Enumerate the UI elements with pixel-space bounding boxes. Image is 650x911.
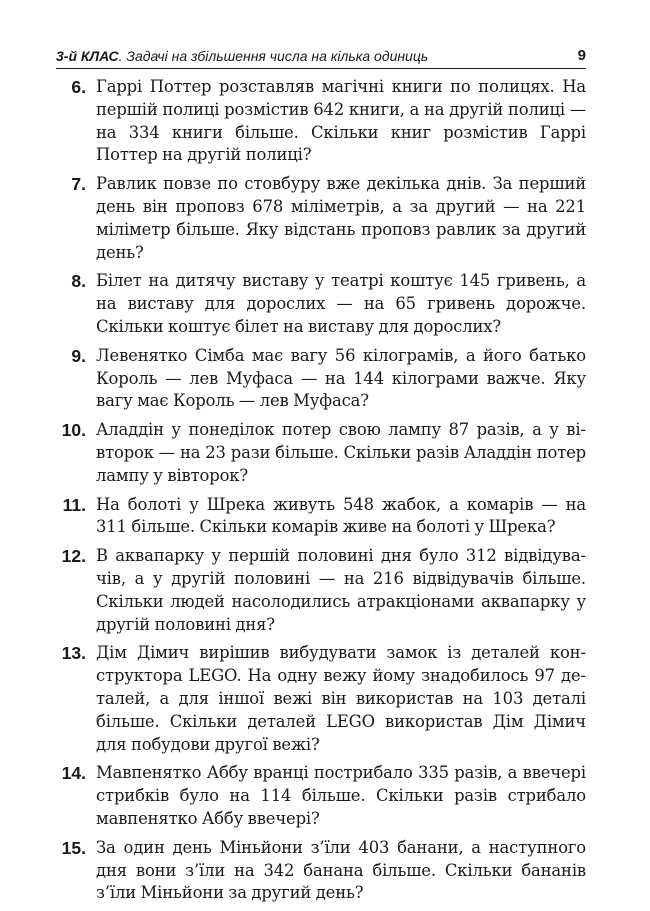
problem-number: 6. bbox=[71, 77, 86, 97]
problem-text: Левенятко Сімба має вагу 56 кілограмів, а його батько Король — лев Муфаса — на 144 кілограми важче. Яку вагу має Король — лев Муфаса? bbox=[96, 345, 586, 411]
header-title bbox=[56, 48, 428, 64]
problem-number: 15. bbox=[61, 837, 86, 858]
problem-item bbox=[56, 545, 586, 636]
problem-text: Гаррі Поттер розставляв магічні книги по полицях. На першій полиці розмістив 642 книги, а на другій полиці — на 334 книги більше. Скільки книг розмістив Гаррі Поттер на другій полиці? bbox=[96, 77, 586, 165]
problem-number: 14. bbox=[61, 763, 86, 784]
problem-item bbox=[56, 762, 586, 830]
problem-item bbox=[56, 837, 586, 905]
problem-number: 13. bbox=[61, 643, 86, 664]
problem-item bbox=[56, 419, 586, 487]
problem-number: 9. bbox=[71, 345, 86, 366]
problem-list bbox=[56, 76, 586, 911]
problem-item bbox=[56, 270, 586, 338]
problem-item bbox=[56, 173, 586, 264]
problem-item bbox=[56, 345, 586, 413]
problem-item bbox=[56, 642, 586, 756]
running-header bbox=[56, 36, 586, 69]
problem-number: 7. bbox=[71, 174, 86, 195]
header-grade: 3-й КЛАС bbox=[56, 48, 119, 64]
problem-number: 12. bbox=[61, 546, 86, 567]
problem-number: 11. bbox=[62, 494, 86, 515]
problem-item bbox=[56, 76, 586, 167]
problem-number: 10. bbox=[61, 420, 86, 441]
problem-text: Равлик повзе по стовбуру вже декілька днів. За перший день він проповз 678 міліметрів, а за другий — на 221 міліметр більше. Яку відстань проповз равлик за другий день? bbox=[96, 174, 586, 262]
problem-text: В аквапарку у першій половині дня було 312 відвідувачів, а у другій половині — на 216 відвідувачів більше. Скільки людей насолодились атракціонами аквапарку у другій половині дня? bbox=[96, 546, 586, 634]
problem-text: Мавпенятко Аббу вранці пострибало 335 разів, а ввечері стрибків було на 114 більше. Скільки разів стрибало мавпенятко Аббу ввечері? bbox=[96, 763, 586, 828]
header-topic: . Задачі на збільшення числа на кілька одиниць bbox=[118, 48, 429, 64]
problem-item bbox=[56, 494, 586, 540]
problem-number: 8. bbox=[71, 271, 86, 292]
problem-text: Білет на дитячу виставу у театрі коштує 145 гривень, а на виставу для дорослих — на 65 гривень дорожче. Скільки коштує білет на виставу для дорослих? bbox=[96, 271, 586, 336]
problem-text: На болоті у Шрека живуть 548 жабок, а комарів — на 311 більше. Скільки комарів живе на болоті у Шрека? bbox=[96, 494, 586, 537]
problem-text: Дім Дімич вирішив вибудувати замок із деталей конструктора LEGO. На одну вежу йому знадобилось 97 деталей, а для іншої вежі він використав на 103 деталі більше. Скільки деталей LEGO використав Дім Дімич для побудови другої вежі? bbox=[96, 643, 586, 754]
problem-text: За один день Міньйони з’їли 403 банани, а наступного дня вони з’їли на 342 банана більше. Скільки бананів з’їли Міньйони за другий день? bbox=[96, 837, 586, 903]
problem-text: Аладдін у понеділок потер свою лампу 87 разів, а у вівторок — на 23 рази більше. Скільки разів Аладдін потер лампу у вівторок? bbox=[96, 420, 586, 485]
page-number: 9 bbox=[577, 47, 586, 64]
